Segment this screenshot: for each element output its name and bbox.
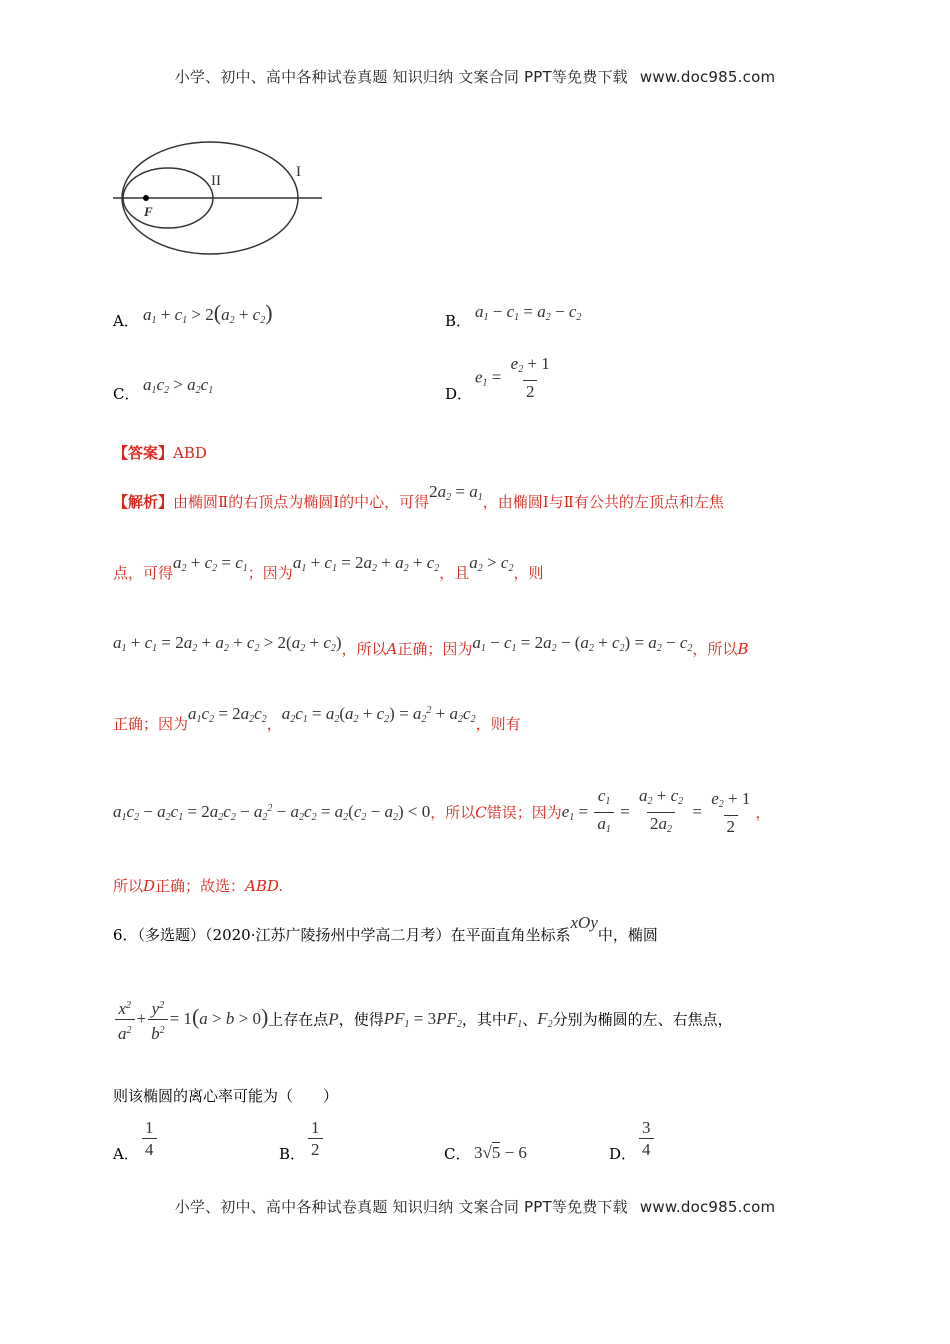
analysis-text-7: ，所以 <box>341 640 387 658</box>
option-a-label: A． <box>113 312 139 330</box>
q6-option-b-value: $\frac{1}{2}$ <box>306 1118 325 1161</box>
q6-line-3: 则该椭圆的离心率可能为（ ） <box>113 1087 339 1105</box>
answer-line <box>113 442 207 463</box>
analysis-line-4 <box>113 704 521 735</box>
analysis-option-d: D <box>143 877 156 895</box>
analysis-text-1: 由椭圆Ⅱ的右顶点为椭圆Ⅰ的中心，可得 <box>173 493 430 511</box>
q6-option-c-value: 3√5 − 6 <box>474 1143 527 1162</box>
analysis-final-answer: ABD. <box>245 877 284 895</box>
analysis-text-12: ，则有 <box>475 715 521 733</box>
q6-condition: $PF_1 = 3PF_2$ <box>383 1009 462 1031</box>
focus-point <box>143 195 149 201</box>
option-d-label: D． <box>445 385 473 403</box>
formula-diff-b: $a_1 - c_1 = 2a_2 - (a_2 + c_2) = a_2 - c_2$ <box>472 633 693 654</box>
footer-url[interactable]: www.doc985.com <box>639 1198 776 1216</box>
analysis-tag: 【解析】 <box>113 493 174 511</box>
q6-line-1 <box>113 913 658 945</box>
q6-number: 6． <box>113 926 138 944</box>
q6-option-a-value: $\frac{1}{4}$ <box>140 1118 159 1161</box>
formula-e1: $e_1$ = $\frac{c_1}{a_1}$ = $\frac{a_2 + c_2}{2a_2}$ = $\frac{e_2 + 1}{2}$ <box>562 802 756 821</box>
formula-a2-gt-c2: $a_2 > c_2$ <box>469 553 514 574</box>
analysis-line-3 <box>113 633 749 660</box>
page-footer <box>0 1196 950 1217</box>
analysis-text-6: ，则 <box>513 564 544 582</box>
analysis-text-4: ；因为 <box>247 564 293 582</box>
q6-option-d-value: $\frac{3}{4}$ <box>637 1118 656 1161</box>
analysis-text-9: ，所以 <box>692 640 738 658</box>
analysis-text-13: ，所以 <box>430 803 476 822</box>
analysis-line-6 <box>113 875 283 896</box>
analysis-option-c: C <box>475 803 487 822</box>
option-b-label: B． <box>445 312 472 330</box>
formula-sum: $a_1 + c_1 = 2a_2 + a_2 + c_2$ <box>292 553 440 574</box>
q6-text-1: 中，椭圆 <box>597 926 658 944</box>
focus-label: F <box>144 204 153 219</box>
analysis-text-15: ， <box>755 803 771 822</box>
q6-coord-system: xOy <box>570 913 598 932</box>
q6-f1: $F_1$ <box>506 1009 523 1031</box>
q6-f2: $F_2$ <box>537 1009 553 1031</box>
ellipse-figure <box>110 140 330 260</box>
analysis-text-17: 正确；故选： <box>155 877 246 895</box>
header-url[interactable]: www.doc985.com <box>639 68 776 86</box>
option-a-formula: $a_1 + c_1 > 2(a_2 + c_2)$ <box>143 300 273 326</box>
analysis-option-a: A <box>386 640 398 658</box>
footer-text: 小学、初中、高中各种试卷真题 知识归纳 文案合同 PPT等免费下载 <box>174 1198 628 1216</box>
q6-option-c-label: C． <box>444 1145 471 1163</box>
outer-label: I <box>296 164 301 180</box>
q6-text-5: 、 <box>522 1010 538 1029</box>
formula-a1c2: $a_1c_2 = 2a_2c_2$ <box>188 704 267 725</box>
option-b-formula: $a_1 - c_1 = a_2 - c_2$ <box>475 302 582 323</box>
q6-text-4: ，其中 <box>461 1010 507 1029</box>
answer-tag: 【答案】 <box>113 444 174 462</box>
analysis-text-16: 所以 <box>113 877 144 895</box>
q6-ellipse-equation: $\frac{x^2}{a^2}$ + $\frac{y^2}{b^2}$ = 1(a > b > 0) <box>113 1009 268 1028</box>
q6-line-2 <box>113 996 733 1045</box>
analysis-text-14: 错误；因为 <box>486 803 562 822</box>
option-d-formula: $e_1$ = $\frac{e_2 + 1}{2}$ <box>475 354 550 401</box>
q6-point-p: P <box>328 1009 339 1029</box>
analysis-text-11: ， <box>266 715 282 733</box>
analysis-text-5: ，且 <box>439 564 470 582</box>
q6-option-a-label: A． <box>113 1145 139 1163</box>
page-header <box>0 66 950 87</box>
q6-text-2: 上存在点 <box>268 1010 329 1029</box>
q6-tag: （多选题）（2020·江苏广陵扬州中学高二月考）在平面直角坐标系 <box>137 926 571 944</box>
analysis-text-2: ，由椭圆Ⅰ与Ⅱ有公共的左顶点和左焦 <box>482 493 724 511</box>
answer-value: ABD <box>173 444 207 462</box>
formula-diff-c: $a_1c_2 - a_2c_1 = 2a_2c_2 - a_2^2 - a_2c_2 = a_2(c_2 - a_2) < 0$ <box>113 802 431 824</box>
inner-label: II <box>211 173 221 189</box>
formula-a2c2-c1: $a_2 + c_2 = c_1$ <box>173 553 248 574</box>
header-text: 小学、初中、高中各种试卷真题 知识归纳 文案合同 PPT等免费下载 <box>174 68 628 86</box>
analysis-line-5 <box>113 786 770 841</box>
formula-2a2-a1: $2a_2 = a_1$ <box>429 482 483 503</box>
analysis-text-8: 正确；因为 <box>397 640 473 658</box>
analysis-line-1 <box>113 482 724 513</box>
q6-text-6: 分别为椭圆的左、右焦点， <box>552 1010 733 1029</box>
formula-ineq-a: $a_1 + c_1 = 2a_2 + a_2 + c_2 > 2(a_2 + c_2)$ <box>113 633 342 654</box>
analysis-line-2 <box>113 553 544 584</box>
q6-option-b-label: B． <box>279 1145 306 1163</box>
analysis-option-b: B <box>737 640 749 658</box>
formula-a2c1: $a_2c_1 = a_2(a_2 + c_2) = a_2^2 + a_2c_2$ <box>281 704 476 725</box>
q6-text-3: ，使得 <box>338 1010 384 1029</box>
q6-option-d-label: D． <box>609 1145 637 1163</box>
analysis-text-3: 点，可得 <box>113 564 174 582</box>
option-c-formula: $a_1c_2 > a_2c_1$ <box>143 375 214 396</box>
option-c-label: C． <box>113 385 140 403</box>
analysis-text-10: 正确；因为 <box>113 715 189 733</box>
